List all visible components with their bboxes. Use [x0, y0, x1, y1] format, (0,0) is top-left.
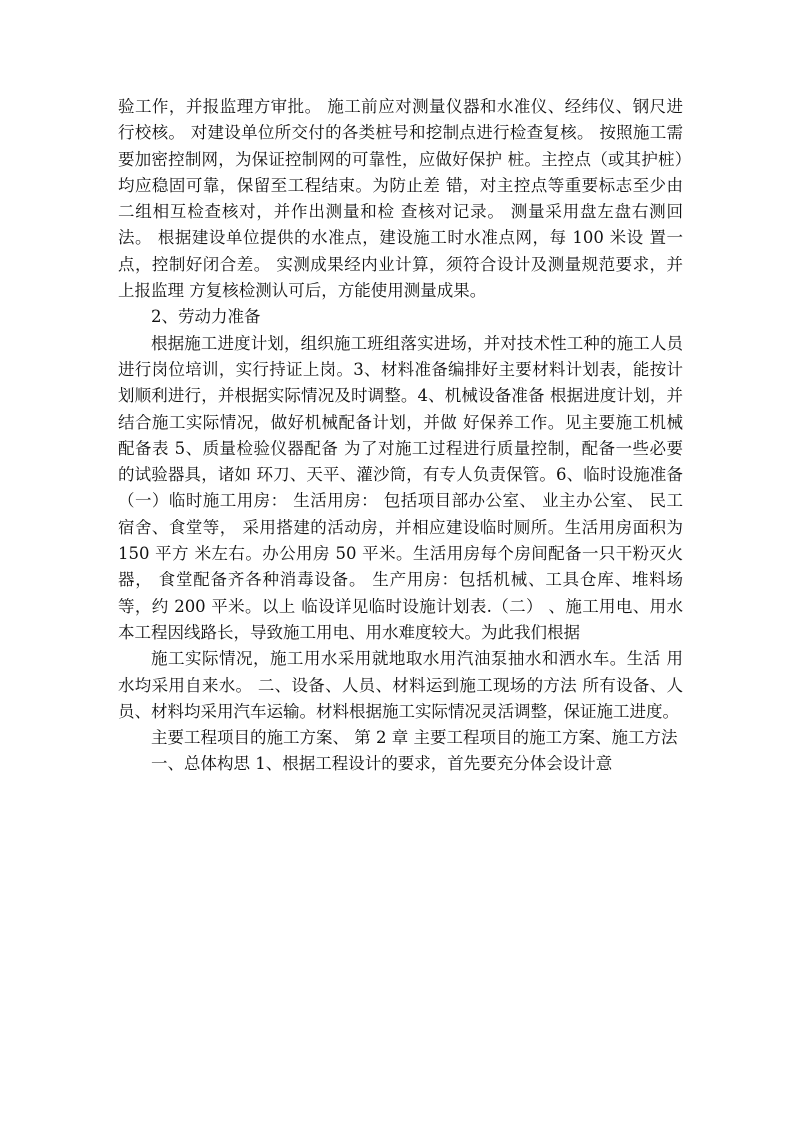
paragraph-water-transport: 施工实际情况，施工用水采用就地取水用汽油泵抽水和洒水车。生活 用水均采用自来水。 二、设备、人员、材料运到施工现场的方法 所有设备、人员、材料均采用汽车运输。材料根据施工实际情况灵活调整，保证施工进度。: [118, 649, 683, 721]
paragraph-overall-concept: 一、总体构思 1、根据工程设计的要求，首先要充分体会设计意: [151, 754, 613, 774]
heading-labor-preparation: 2、劳动力准备: [151, 307, 261, 327]
document-body: [118, 94, 683, 778]
heading-chapter-2-construction-plan: 主要工程项目的施工方案、 第 2 章 主要工程项目的施工方案、施工方法: [151, 728, 678, 748]
paragraph-survey-verification: 验工作，并报监理方审批。 施工前应对测量仪器和水准仪、经纬仪、钢尺进行校核。 对建设单位所交付的各类桩号和挖制点进行检查复核。 按照施工需要加密控制网，为保证控制网的可靠性，应做好保护 桩。主控点（或其护桩）均应稳固可靠，保留至工程结束。为防止差 错，对主控点等重要标志至少由二组相互检查核对，并作出测量和检 查核对记录。 测量采用盘左盘右测回法。 根据建设单位提供的水准点，建设施工时水准点网，每 100 米设 置一点，控制好闭合差。 实测成果经内业计算，须符合设计及测量规范要求，并上报监理 方复核检测认可后，方能使用测量成果。: [118, 97, 683, 301]
paragraph-labor-materials-facilities: 根据施工进度计划，组织施工班组落实进场，并对技术性工种的施工人员进行岗位培训，实行持证上岗。3、材料准备编排好主要材料计划表，能按计划顺利进行，并根据实际情况及时调整。4、机械设备准备 根据进度计划，并结合施工实际情况，做好机械配备计划，并做 好保养工作。见主要施工机械配备表 5、质量检验仪器配备 为了对施工过程进行质量控制，配备一些必要的试验器具，诸如 环刀、天平、灌沙筒，有专人负责保管。6、临时设施准备（一）临时施工用房： 生活用房： 包括项目部办公室、 业主办公室、 民工宿舍、食堂等， 采用搭建的活动房，并相应建设临时厕所。生活用房面积为 150 平方 米左右。办公用房 50 平米。生活用房每个房间配备一只干粉灭火器， 食堂配备齐各种消毒设备。 生产用房：包括机械、工具仓库、堆料场等，约 200 平米。以上 临设详见临时设施计划表.（二） 、施工用电、用水 本工程因线路长，导致施工用电、用水难度较大。为此我们根据: [118, 333, 683, 642]
